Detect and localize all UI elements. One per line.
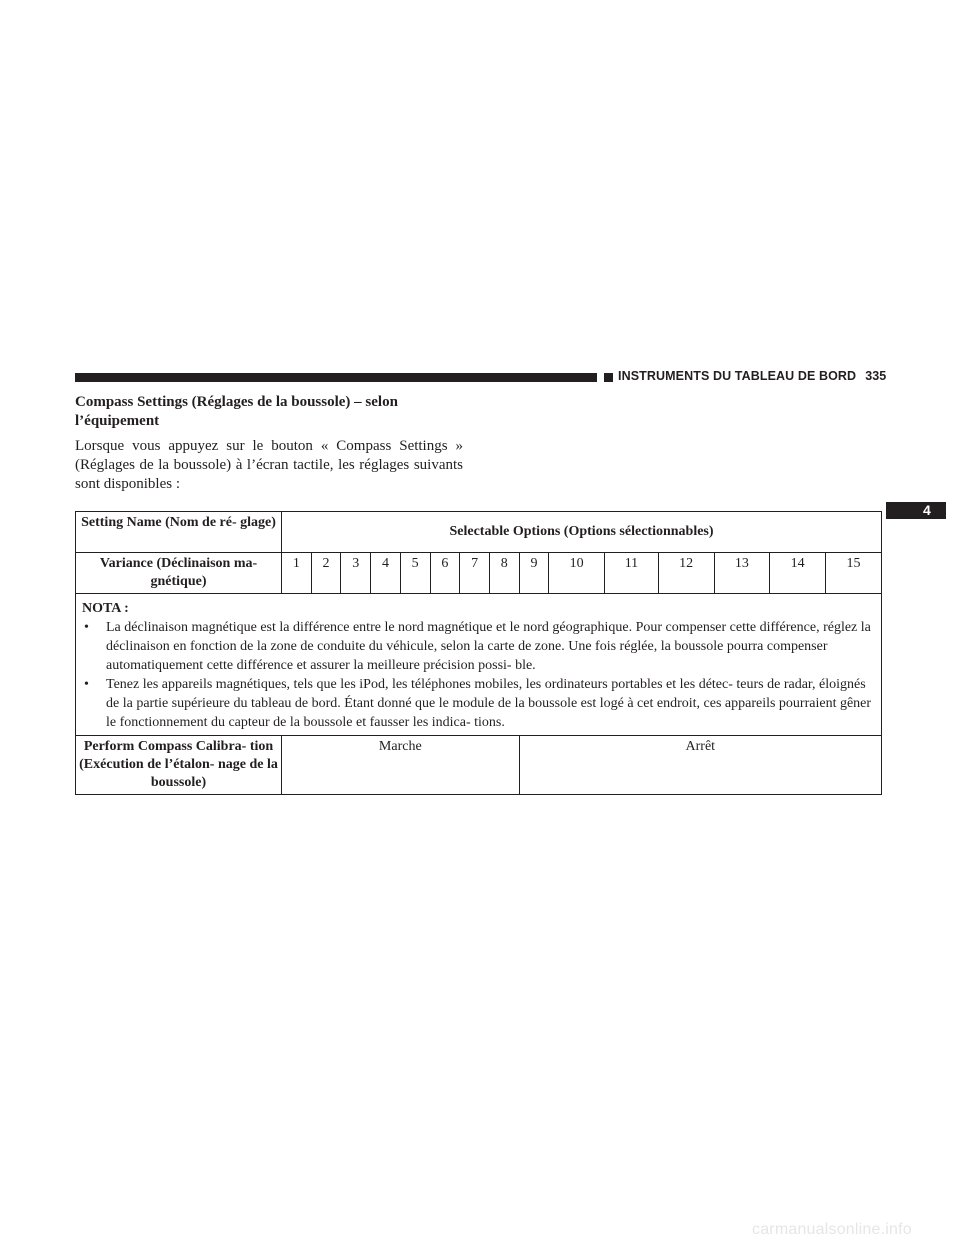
note-cell — [76, 594, 882, 736]
intro-paragraph: Lorsque vous appuyez sur le bouton « Compass Settings » (Réglages de la boussole) à l’écran tactile, les réglages suivants sont disponibles : — [75, 438, 463, 492]
variance-option[interactable]: 1 — [282, 553, 312, 594]
variance-label: Variance (Déclinaison ma- gnétique) — [76, 553, 282, 594]
header-square — [604, 373, 613, 382]
watermark-logo: carmanualsonline.info — [752, 1221, 912, 1238]
calibration-option-off[interactable]: Arrêt — [519, 736, 881, 795]
variance-option[interactable]: 13 — [714, 553, 770, 594]
header-setting-name: Setting Name (Nom de ré- glage) — [76, 512, 282, 553]
variance-option[interactable]: 5 — [400, 553, 430, 594]
variance-option[interactable]: 6 — [430, 553, 460, 594]
variance-option[interactable]: 11 — [605, 553, 659, 594]
header-rule — [75, 373, 597, 382]
bullet-icon: • — [84, 677, 89, 692]
variance-option[interactable]: 12 — [658, 553, 714, 594]
variance-option[interactable]: 15 — [825, 553, 881, 594]
note-title: NOTA : — [82, 601, 129, 616]
variance-option[interactable]: 7 — [460, 553, 490, 594]
note-item — [82, 675, 875, 732]
note-item-text: Tenez les appareils magnétiques, tels que les iPod, les téléphones mobiles, les ordinateurs portables et les détec- teurs de radar, éloignés de la partie supérieure du tableau de bord. Étant donné que le module de la boussole est logé à cet endroit, ces appareils pourraient gêner le fonctionnement du capteur de la boussole et fausser les indica- tions. — [106, 677, 872, 730]
header-selectable-options: Selectable Options (Options sélectionnables) — [282, 512, 882, 553]
bullet-icon: • — [84, 620, 89, 635]
chapter-tab[interactable]: 4 — [886, 502, 946, 519]
note-row — [76, 594, 882, 736]
section-title: Compass Settings (Réglages de la boussole) – selon l’équipement — [75, 394, 398, 429]
table-header-row — [76, 512, 882, 553]
variance-option[interactable]: 14 — [770, 553, 826, 594]
variance-row — [76, 553, 882, 594]
variance-option[interactable]: 10 — [549, 553, 605, 594]
variance-option[interactable]: 8 — [489, 553, 519, 594]
variance-option[interactable]: 3 — [341, 553, 371, 594]
note-item-text: La déclinaison magnétique est la différence entre le nord magnétique et le nord géographique. Pour compenser cette différence, réglez la déclinaison en fonction de la zone de conduite du véhicule, selon la carte de zone. Une fois réglée, la boussole pourra compenser automatiquement cette différence et assurer la meilleure précision possi- ble. — [106, 620, 871, 673]
variance-option[interactable]: 9 — [519, 553, 549, 594]
calibration-label: Perform Compass Calibra- tion (Exécution de l’étalon- nage de la boussole) — [76, 736, 282, 795]
calibration-row — [76, 736, 882, 795]
page-number: 335 — [865, 369, 887, 383]
calibration-option-on[interactable]: Marche — [282, 736, 520, 795]
running-header — [618, 369, 886, 383]
note-list — [82, 618, 875, 732]
variance-option[interactable]: 2 — [311, 553, 341, 594]
settings-table — [75, 511, 882, 795]
header-title: INSTRUMENTS DU TABLEAU DE BORD — [618, 369, 857, 383]
variance-option[interactable]: 4 — [371, 553, 401, 594]
note-item — [82, 618, 875, 675]
